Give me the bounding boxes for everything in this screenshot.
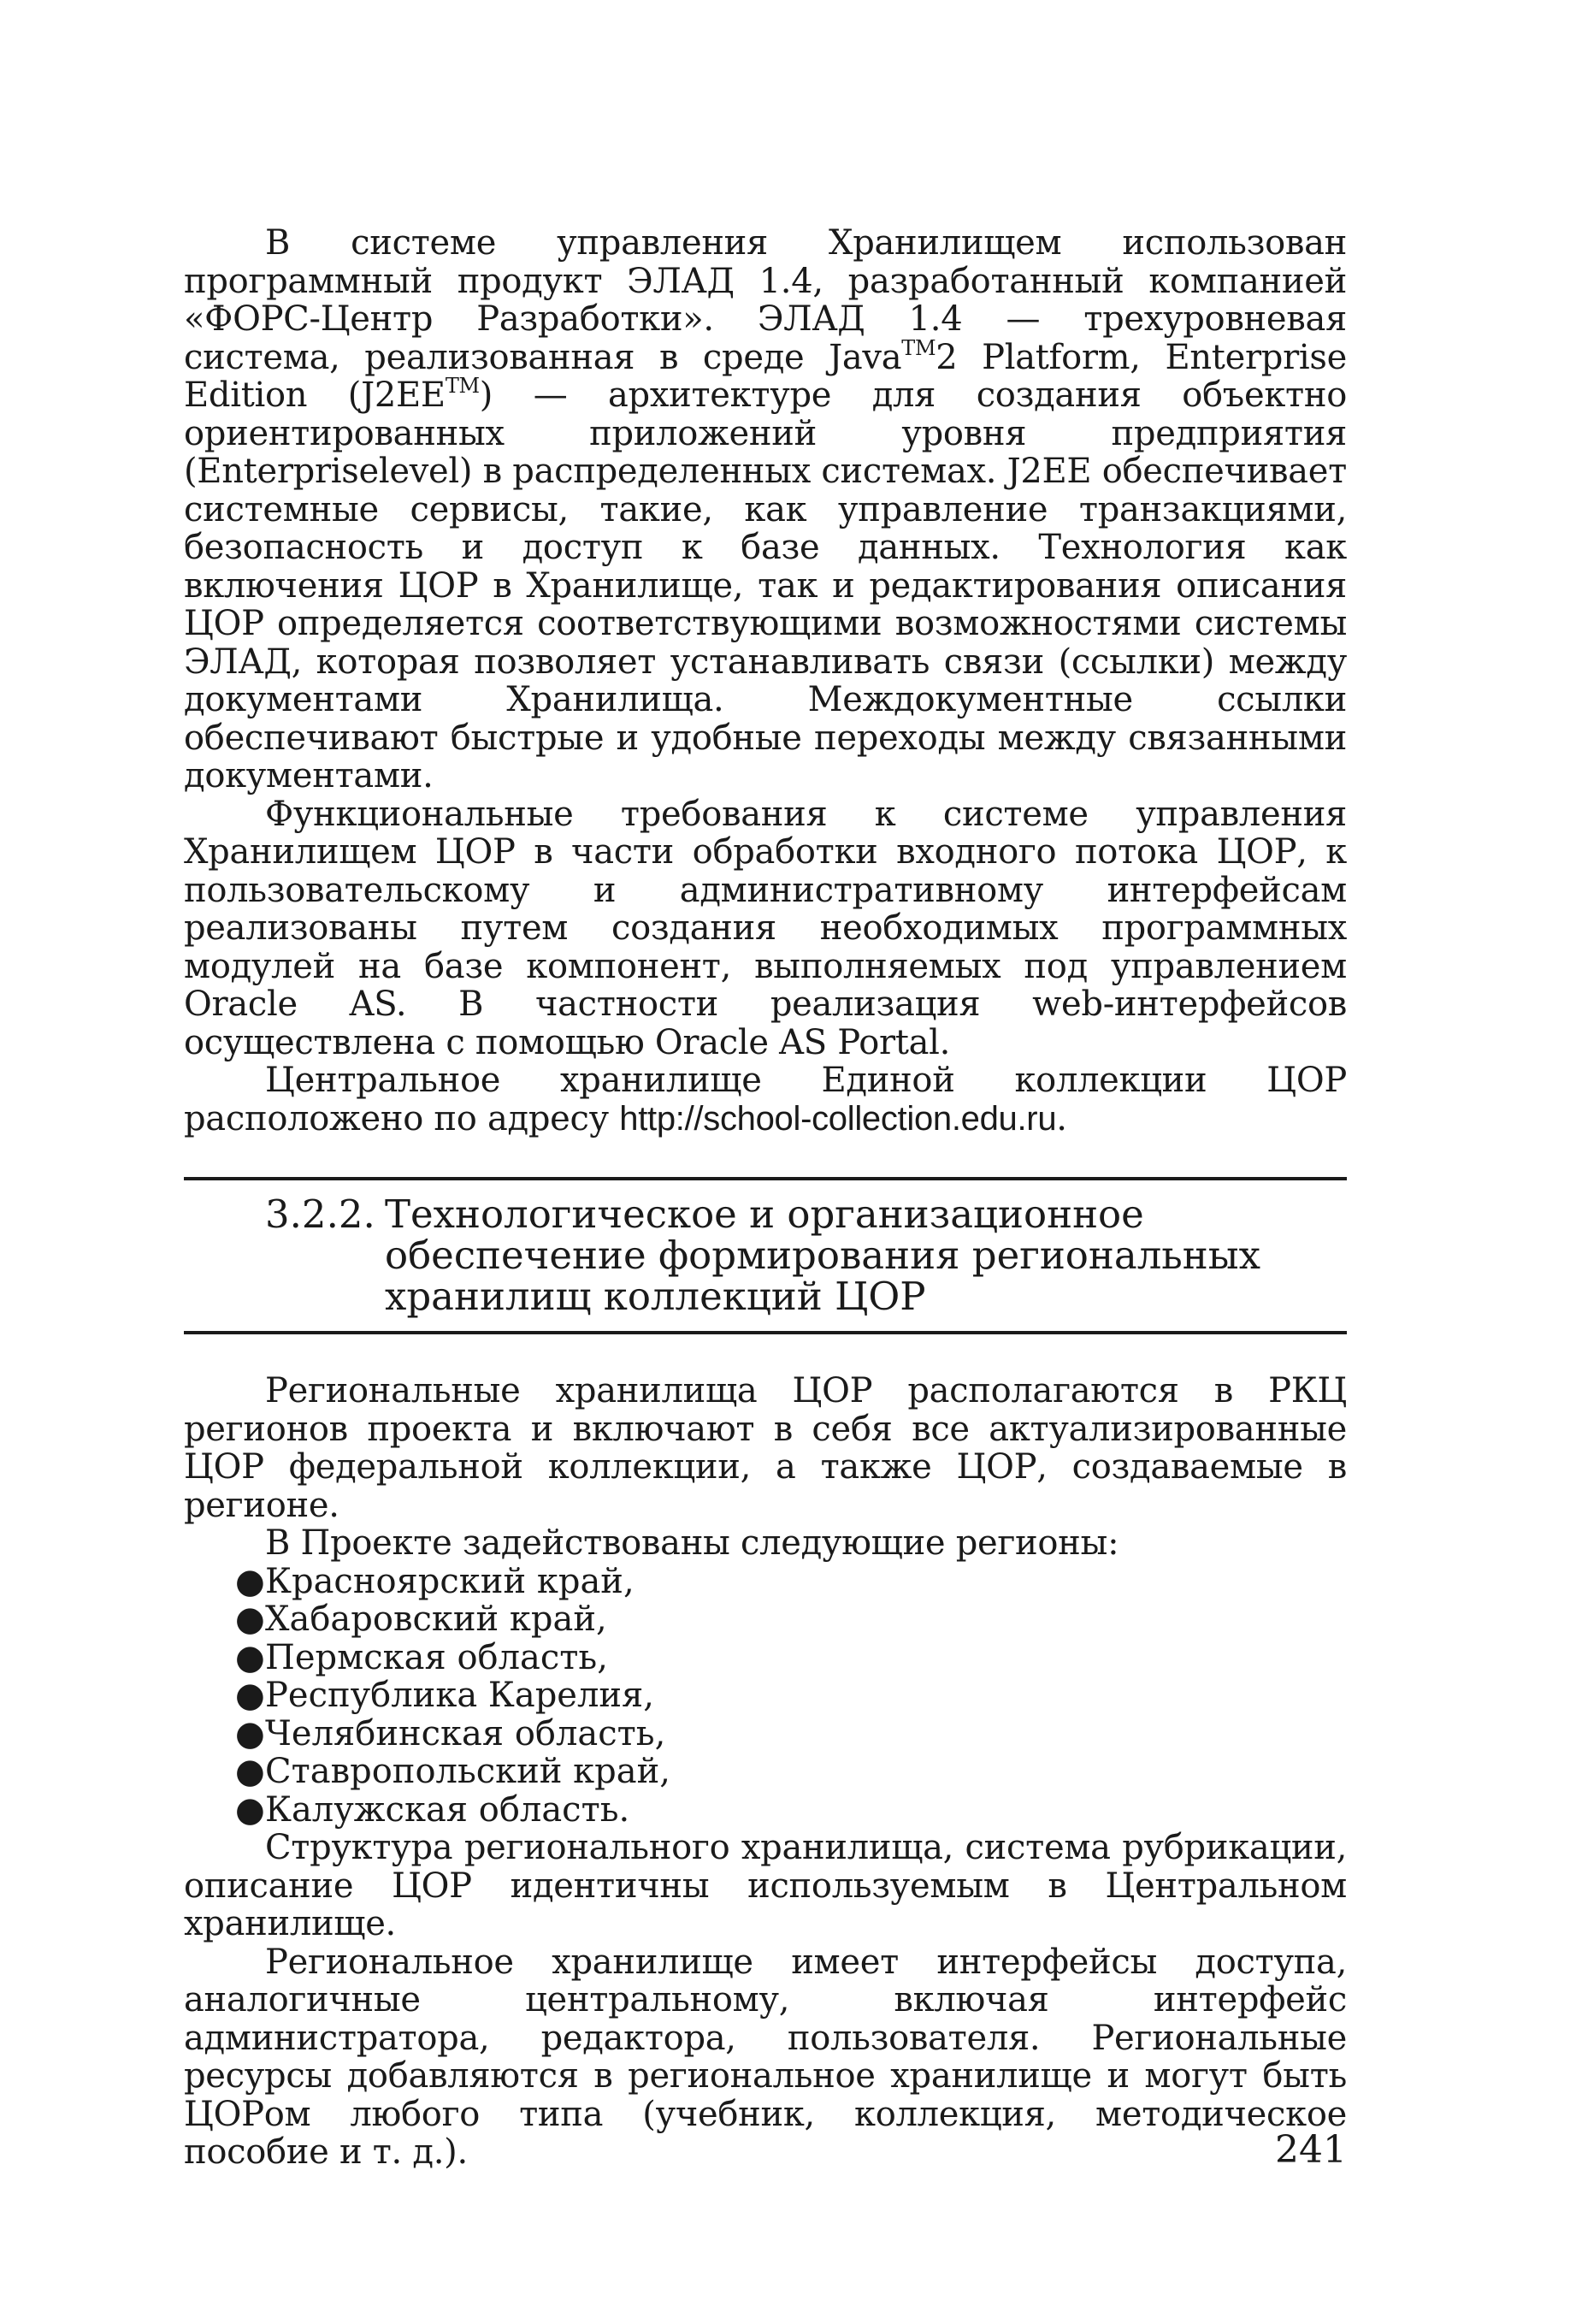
region-name: Калужская область. — [265, 1789, 630, 1830]
central-storage-text: Центральное хранилище Единой коллекции ЦОР расположено по адресу — [184, 1061, 1347, 1138]
list-item — [184, 1563, 1347, 1601]
bullet-icon: ● — [235, 1752, 265, 1791]
list-item — [184, 1753, 1347, 1791]
paragraph-regional-structure: Структура регионального хранилища, система рубрикации, описание ЦОР идентичны используемым в Центральном хранилище. — [184, 1828, 1347, 1943]
section-title: Технологическое и организационное обеспечение формирования региональных хранилищ коллекций ЦОР — [385, 1192, 1260, 1319]
region-name: Челябинская область, — [265, 1713, 666, 1753]
regions-list — [184, 1563, 1347, 1830]
sentence-end: . — [1056, 1098, 1067, 1138]
paragraph-regions-intro: В Проекте задействованы следующие регионы: — [265, 1523, 1119, 1563]
list-item — [184, 1715, 1347, 1753]
page-body — [184, 224, 1347, 2172]
paragraph-functional-requirements: Функциональные требования к системе управления Хранилищем ЦОР в части обработки входного потока ЦОР, к пользовательскому и административному интерфейсам реализованы путем создания необходимых программных модулей на базе компонент, выполняемых под управлением Oracle AS. В частности реализация web-интерфейсов осуществлена с помощью Oracle AS Portal. — [184, 794, 1347, 1062]
paragraph-elad-system — [184, 224, 1347, 795]
trademark-superscript: TM — [445, 374, 480, 398]
paragraph-elad-text-b: 2 Platform, Enterprise Edition (J2EE — [184, 337, 1347, 415]
bullet-icon: ● — [235, 1676, 265, 1715]
section-heading-block — [184, 1177, 1347, 1334]
paragraph-regional-interfaces: Региональное хранилище имеет интерфейсы доступа, аналогичные центральному, включая интерфейс администратора, редактора, пользователя. Региональные ресурсы добавляются в региональное хранилище и могут быть ЦОРом любого типа (учебник, коллекция, методическое пособие и т. д.). — [184, 1942, 1347, 2172]
region-name: Красноярский край, — [265, 1561, 635, 1601]
bullet-icon: ● — [235, 1600, 265, 1639]
collection-url-link[interactable]: http://school-collection.edu.ru — [619, 1099, 1057, 1138]
region-name: Хабаровский край, — [265, 1600, 607, 1639]
section-number: 3.2.2. — [265, 1192, 375, 1237]
bullet-icon: ● — [235, 1713, 265, 1753]
bullet-icon: ● — [235, 1561, 265, 1601]
bullet-icon: ● — [235, 1789, 265, 1830]
trademark-superscript: TM — [901, 335, 936, 360]
paragraph-regional-storages: Региональные хранилища ЦОР располагаются в РКЦ регионов проекта и включают в себя все актуализированные ЦОР федеральной коллекции, а также ЦОР, создаваемые в регионе. — [184, 1371, 1347, 1525]
section-heading — [184, 1180, 1347, 1331]
bullet-icon: ● — [235, 1637, 265, 1677]
list-item — [184, 1676, 1347, 1715]
list-item — [184, 1600, 1347, 1639]
paragraph-elad-text-c: ) — архитектуре для создания объектно ориентированных приложений уровня предприятия (Enterpriselevel) в распределенных системах. J2EE обеспечивает системные сервисы, такие, как управление транзакциями, безопасность и доступ к базе данных. Технология как включения ЦОР в Хранилище, так и редактирования описания ЦОР определяется соответствующими возможностями системы ЭЛАД, которая позволяет устанавливать связи (ссылки) между документами Хранилища. Междокументные ссылки обеспечивают быстрые и удобные переходы между связанными документами. — [184, 376, 1347, 795]
region-name: Республика Карелия, — [265, 1676, 654, 1715]
paragraph-central-storage — [184, 1061, 1347, 1138]
page-number: 241 — [1275, 2128, 1347, 2172]
heading-bottom-rule — [184, 1331, 1347, 1334]
region-name: Ставропольский край, — [265, 1752, 670, 1791]
list-item — [184, 1639, 1347, 1677]
list-item — [184, 1791, 1347, 1830]
region-name: Пермская область, — [265, 1637, 608, 1677]
paragraph-elad-text-a: В системе управления Хранилищем использован программный продукт ЭЛАД 1.4, разработанный компанией «ФОРС-Центр Разработки». ЭЛАД 1.4 — трехуровневая система, реализованная в среде Java — [184, 223, 1347, 377]
